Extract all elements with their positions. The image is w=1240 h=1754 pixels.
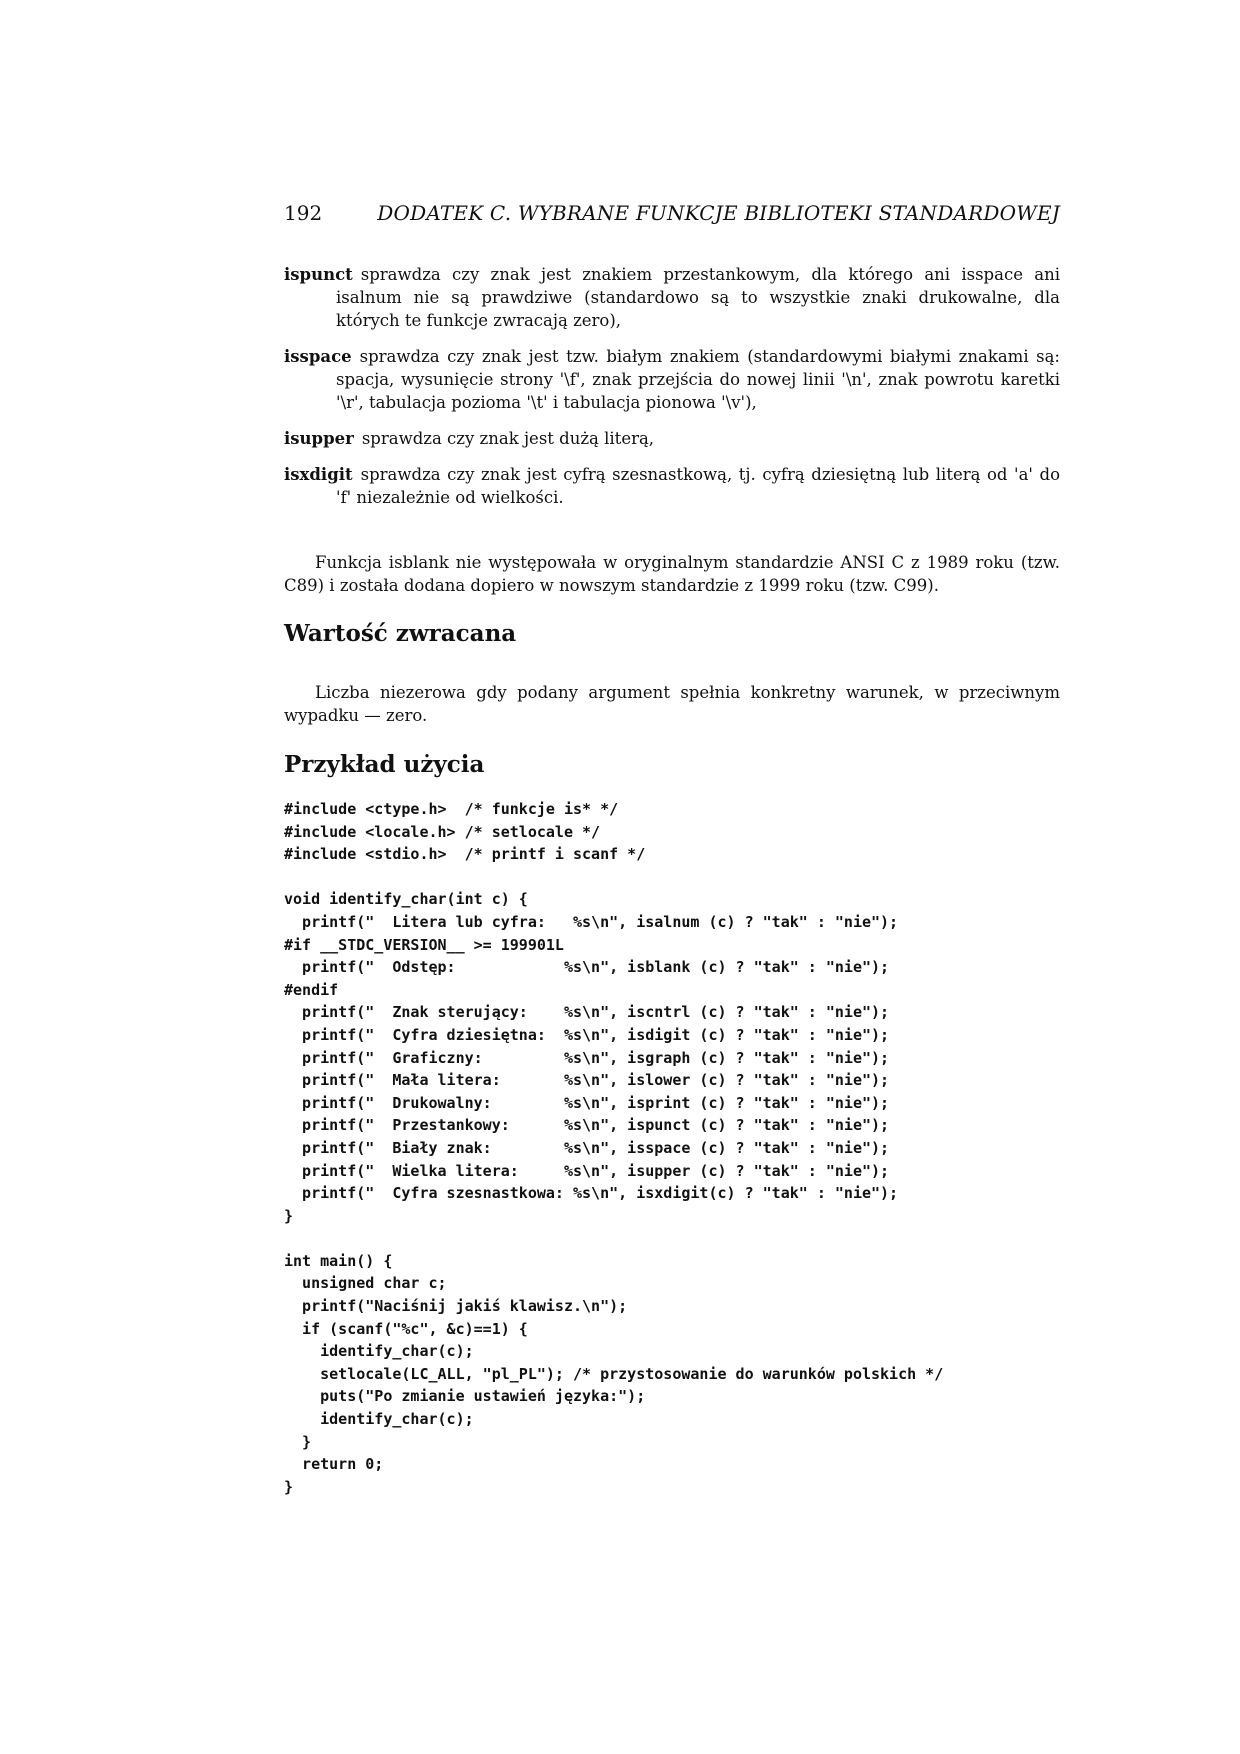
definition-item bbox=[284, 345, 1060, 414]
definition-term: isspace bbox=[284, 347, 352, 366]
definition-item bbox=[284, 463, 1060, 509]
definition-list bbox=[284, 263, 1060, 522]
code-listing: #include <ctype.h> /* funkcje is* */ #include <locale.h> /* setlocale */ #include <stdio.h> /* printf i scanf */ void identify_char(int c) { printf(" Litera lub cyfra: %s\n", isalnum (c) ? "tak" : "nie"); #if __STDC_VERSION__ >= 199901L printf(" Odstęp: %s\n", isblank (c) ? "tak" : "nie"); #endif printf(" Znak sterujący: %s\n", iscntrl (c) ? "tak" : "nie"); printf(" Cyfra dziesiętna: %s\n", isdigit (c) ? "tak" : "nie"); printf(" Graficzny: %s\n", isgraph (c) ? "tak" : "nie"); printf(" Mała litera: %s\n", islower (c) ? "tak" : "nie"); printf(" Drukowalny: %s\n", isprint (c) ? "tak" : "nie"); printf(" Przestankowy: %s\n", ispunct (c) ? "tak" : "nie"); printf(" Biały znak: %s\n", isspace (c) ? "tak" : "nie"); printf(" Wielka litera: %s\n", isupper (c) ? "tak" : "nie"); printf(" Cyfra szesnastkowa: %s\n", isxdigit(c) ? "tak" : "nie"); } int main() { unsigned char c; printf("Naciśnij jakiś klawisz.\n"); if (scanf("%c", &c)==1) { identify_char(c); setlocale(LC_ALL, "pl_PL"); /* przystosowanie do warunków polskich */ puts("Po zmianie ustawień języka:"); identify_char(c); } return 0; } bbox=[284, 800, 944, 1496]
definition-text: sprawdza czy znak jest dużą literą, bbox=[361, 429, 655, 448]
definition-term: isupper bbox=[284, 429, 354, 448]
definition-term: isxdigit bbox=[284, 465, 353, 484]
definition-text: sprawdza czy znak jest cyfrą szesnastkową, tj. cyfrą dziesiętną lub literą od 'a' do 'f' niezależnie od wielkości. bbox=[336, 465, 1060, 507]
page-number: 192 bbox=[284, 201, 323, 225]
running-header bbox=[284, 201, 1060, 229]
isblank-paragraph: Funkcja isblank nie występowała w oryginalnym standardzie ANSI C z 1989 roku (tzw. C89) i została dodana dopiero w nowszym standardzie z 1999 roku (tzw. C99). bbox=[284, 552, 1060, 595]
return-value-text: Liczba niezerowa gdy podany argument spełnia konkretny warunek, w przeciwnym wypadku — zero. bbox=[284, 682, 1060, 725]
definition-item bbox=[284, 263, 1060, 332]
definition-term: ispunct bbox=[284, 265, 353, 284]
running-title: DODATEK C. WYBRANE FUNKCJE BIBLIOTEKI STANDARDOWEJ bbox=[377, 201, 1060, 225]
definition-text: sprawdza czy znak jest znakiem przestankowym, dla którego ani isspace ani isalnum nie są prawdziwe (standardowo są to wszystkie znaki drukowalne, dla których te funkcje zwracają zero), bbox=[336, 265, 1060, 330]
definition-text: sprawdza czy znak jest tzw. białym znakiem (standardowymi białymi znakami są: spacja, wysunięcie strony '\f', znak przejścia do nowej linii '\n', znak powrotu karetki '\r', tabulacja pozioma '\t' i tabulacja pionowa '\v'), bbox=[336, 347, 1060, 412]
definition-item bbox=[284, 427, 1060, 450]
return-value-heading: Wartość zwracana bbox=[284, 620, 517, 647]
example-heading: Przykład użycia bbox=[284, 751, 485, 778]
